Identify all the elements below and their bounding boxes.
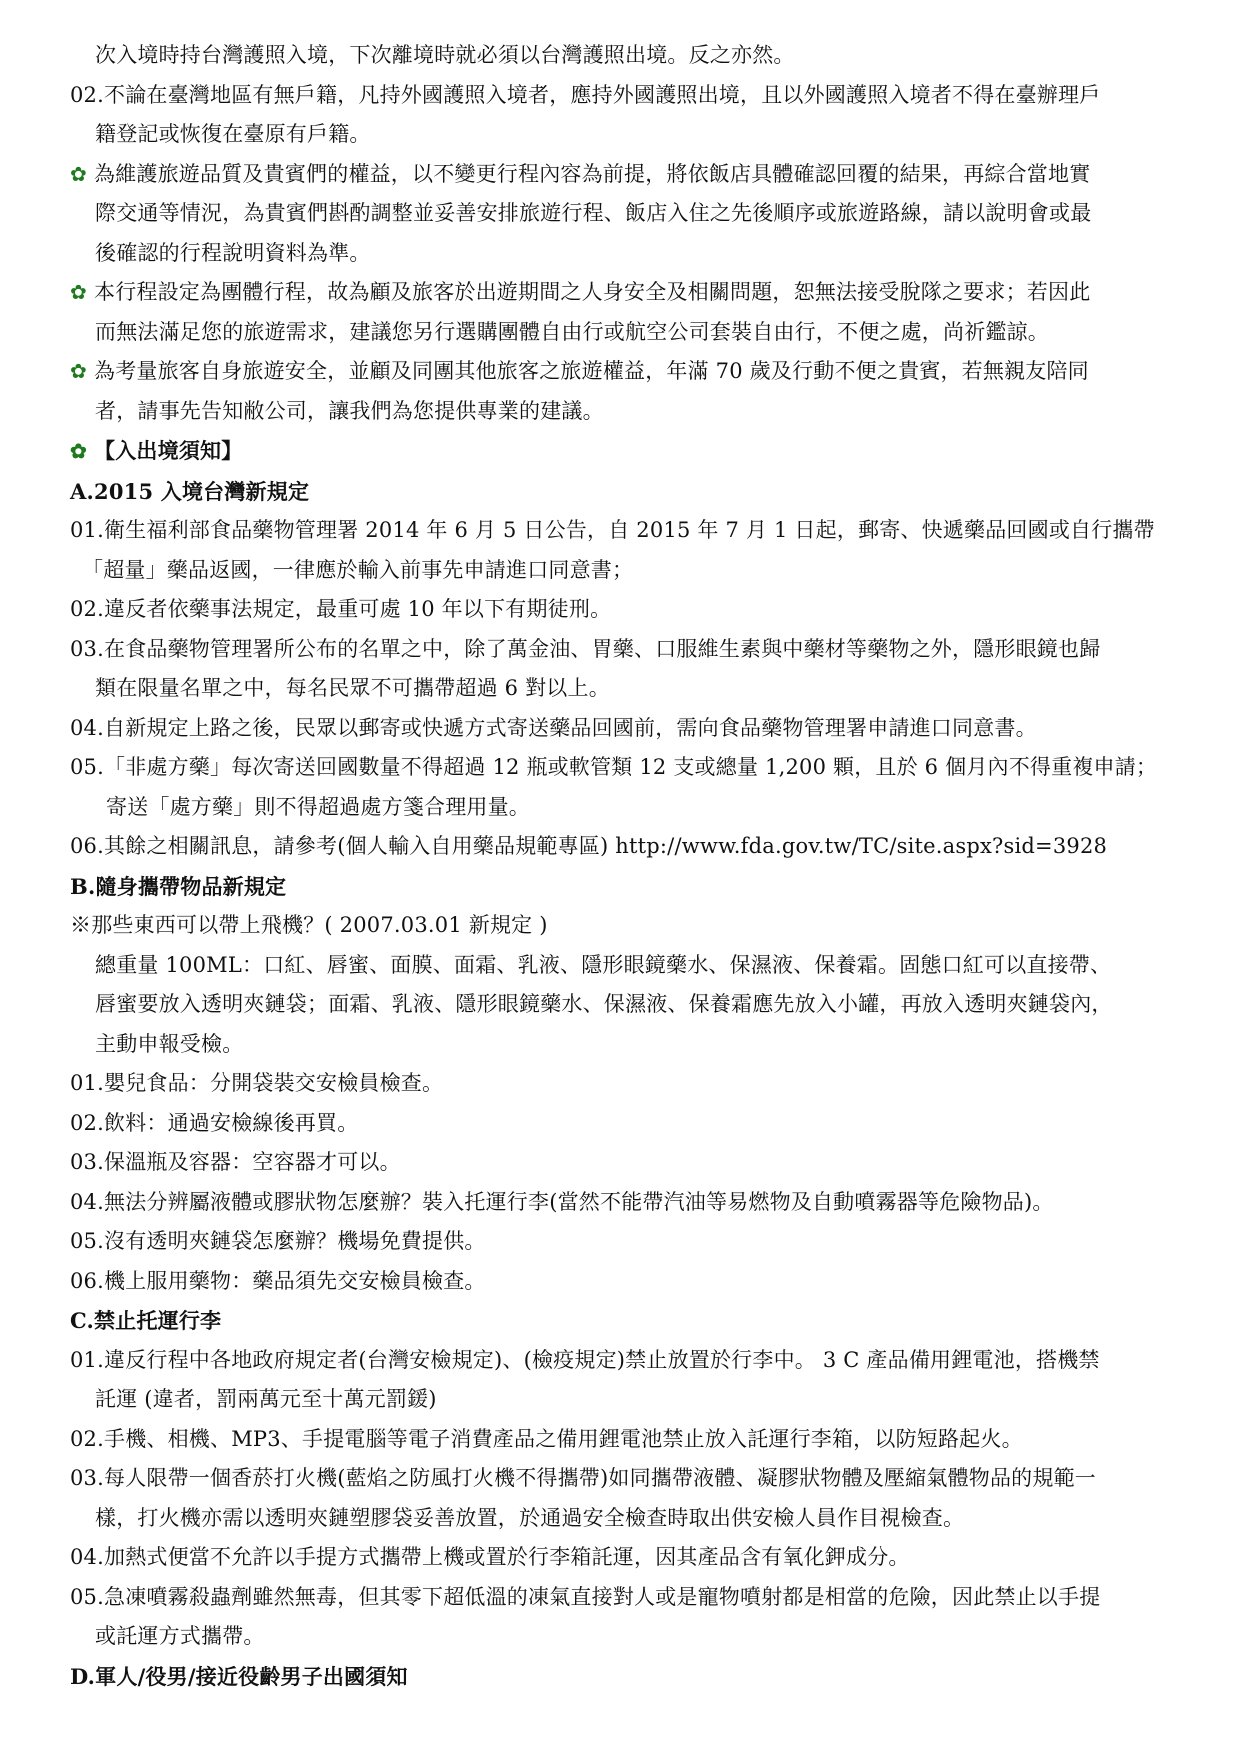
note-3-cont: 者，請事先告知敝公司，讓我們為您提供專業的建議。 <box>95 398 604 423</box>
intro-line: 次入境時持台灣護照入境，下次離境時就必須以台灣護照出境。反之亦然。 <box>95 43 795 67</box>
section-d-title: D.軍人/役男/接近役齡男子出國須知 <box>70 1663 408 1689</box>
section-b-note-cont: 總重量 100ML：口紅、唇蜜、面膜、面霜、乳液、隱形眼鏡藥水、保濕液、保養霜。固態口紅可以直接帶、 <box>95 952 1112 977</box>
section-a-item: 05.「非處方藥」每次寄送回國數量不得超過 12 瓶或軟管類 12 支或總量 1,200 顆，且於 6 個月內不得重複申請； <box>70 755 1158 779</box>
note-2: ✿ 本行程設定為團體行程，故為顧及旅客於出遊期間之人身安全及相關問題，恕無法接受脫隊之要求；若因此 <box>70 273 1178 313</box>
section-heading: ✿ 【入出境須知】 <box>70 431 1178 472</box>
section-c-title: C.禁止托運行李 <box>70 1308 222 1333</box>
flower-bullet-icon: ✿ <box>70 359 87 383</box>
flower-bullet-icon: ✿ <box>70 439 87 463</box>
section-a-item: 06.其餘之相關訊息，請參考(個人輸入自用藥品規範專區) http://www.fda.gov.tw/TC/site.aspx?sid=3928 <box>70 834 1108 858</box>
section-b-item: 06.機上服用藥物：藥品須先交安檢員檢查。 <box>70 1268 486 1293</box>
note-2-cont: 而無法滿足您的旅遊需求，建議您另行選購團體自由行或航空公司套裝自由行，不便之處，尚祈鑑諒。 <box>95 319 1049 344</box>
section-a-item: 01.衛生福利部食品藥物管理署 2014 年 6 月 5 日公告，自 2015 年 7 月 1 日起，郵寄、快遞藥品回國或自行攜帶 <box>70 518 1155 542</box>
section-b-item: 04.無法分辨屬液體或膠狀物怎麼辦？裝入托運行李(當然不能帶汽油等易燃物及自動噴霧器等危險物品)。 <box>70 1189 1054 1214</box>
section-a-title: A.2015 入境台灣新規定 <box>70 478 310 504</box>
section-a-item-cont: 類在限量名單之中，每名民眾不可攜帶超過 6 對以上。 <box>95 676 610 700</box>
section-c-item-cont: 託運 (違者，罰兩萬元至十萬元罰鍰) <box>95 1387 437 1411</box>
section-c-item: 04.加熱式便當不允許以手提方式攜帶上機或置於行李箱託運，因其產品含有氧化鉀成分。 <box>70 1545 910 1569</box>
section-c-item: 05.急凍噴霧殺蟲劑雖然無毒，但其零下超低溫的凍氣直接對人或是寵物噴射都是相當的危險，因此禁止以手提 <box>70 1584 1101 1609</box>
section-b-title: B.隨身攜帶物品新規定 <box>70 873 287 899</box>
note-1: ✿ 為維護旅遊品質及貴賓們的權益，以不變更行程內容為前提，將依飯店具體確認回覆的結果，再綜合當地實 <box>70 155 1178 195</box>
section-a-item-cont: 寄送「處方藥」則不得超過處方箋合理用量。 <box>106 794 530 819</box>
section-b-item: 05.沒有透明夾鏈袋怎麼辦？機場免費提供。 <box>70 1229 486 1253</box>
note-3: ✿ 為考量旅客自身旅遊安全，並顧及同團其他旅客之旅遊權益，年滿 70 歲及行動不便之貴賓，若無親友陪同 <box>70 352 1178 392</box>
section-c-item-cont: 樣，打火機亦需以透明夾鏈塑膠袋妥善放置，於通過安全檢查時取出供安檢人員作目視檢查。 <box>95 1505 965 1530</box>
section-b-note: ※那些東西可以帶上飛機？( 2007.03.01 新規定 ) <box>70 913 548 937</box>
section-a-item-cont: 「超量」藥品返國，一律應於輸入前事先申請進口同意書； <box>82 557 634 582</box>
section-b-note-cont: 唇蜜要放入透明夾鏈袋；面霜、乳液、隱形眼鏡藥水、保濕液、保養霜應先放入小罐，再放入透明夾鏈袋內， <box>95 992 1113 1016</box>
section-a-item: 03.在食品藥物管理署所公布的名單之中，除了萬金油、胃藥、口服維生素與中藥材等藥物之外，隱形眼鏡也歸 <box>70 636 1101 661</box>
note-1-cont: 際交通等情況，為貴賓們斟酌調整並妥善安排旅遊行程、飯店入住之先後順序或旅遊路線，請以說明會或最 <box>95 201 1092 225</box>
section-b-note-cont: 主動申報受檢。 <box>95 1031 244 1056</box>
intro-item-02-cont: 籍登記或恢復在臺原有戶籍。 <box>95 122 371 146</box>
section-a-item: 02.違反者依藥事法規定，最重可處 10 年以下有期徒刑。 <box>70 597 612 621</box>
document-page <box>70 36 1178 1696</box>
section-a-item: 04.自新規定上路之後，民眾以郵寄或快遞方式寄送藥品回國前，需向食品藥物管理署申請進口同意書。 <box>70 715 1037 740</box>
section-c-item: 02.手機、相機、MP3、手提電腦等電子消費產品之備用鋰電池禁止放入託運行李箱，以防短路起火。 <box>70 1426 1023 1451</box>
intro-item-02: 02.不論在臺灣地區有無戶籍，凡持外國護照入境者，應持外國護照出境，且以外國護照入境者不得在臺辦理戶 <box>70 82 1101 107</box>
note-1-cont: 後確認的行程說明資料為準。 <box>95 240 371 265</box>
section-b-item: 03.保溫瓶及容器：空容器才可以。 <box>70 1150 401 1174</box>
section-c-item: 01.違反行程中各地政府規定者(台灣安檢規定)、(檢疫規定)禁止放置於行李中。 3 C 產品備用鋰電池，搭機禁 <box>70 1347 1100 1372</box>
section-c-item-cont: 或託運方式攜帶。 <box>95 1624 265 1648</box>
flower-bullet-icon: ✿ <box>70 161 87 186</box>
flower-bullet-icon: ✿ <box>70 280 87 304</box>
section-b-item: 02.飲料：通過安檢線後再買。 <box>70 1110 359 1135</box>
section-c-item: 03.每人限帶一個香菸打火機(藍焰之防風打火機不得攜帶)如同攜帶液體、凝膠狀物體及壓縮氣體物品的規範一 <box>70 1466 1096 1490</box>
section-b-item: 01.嬰兒食品：分開袋裝交安檢員檢查。 <box>70 1071 444 1095</box>
